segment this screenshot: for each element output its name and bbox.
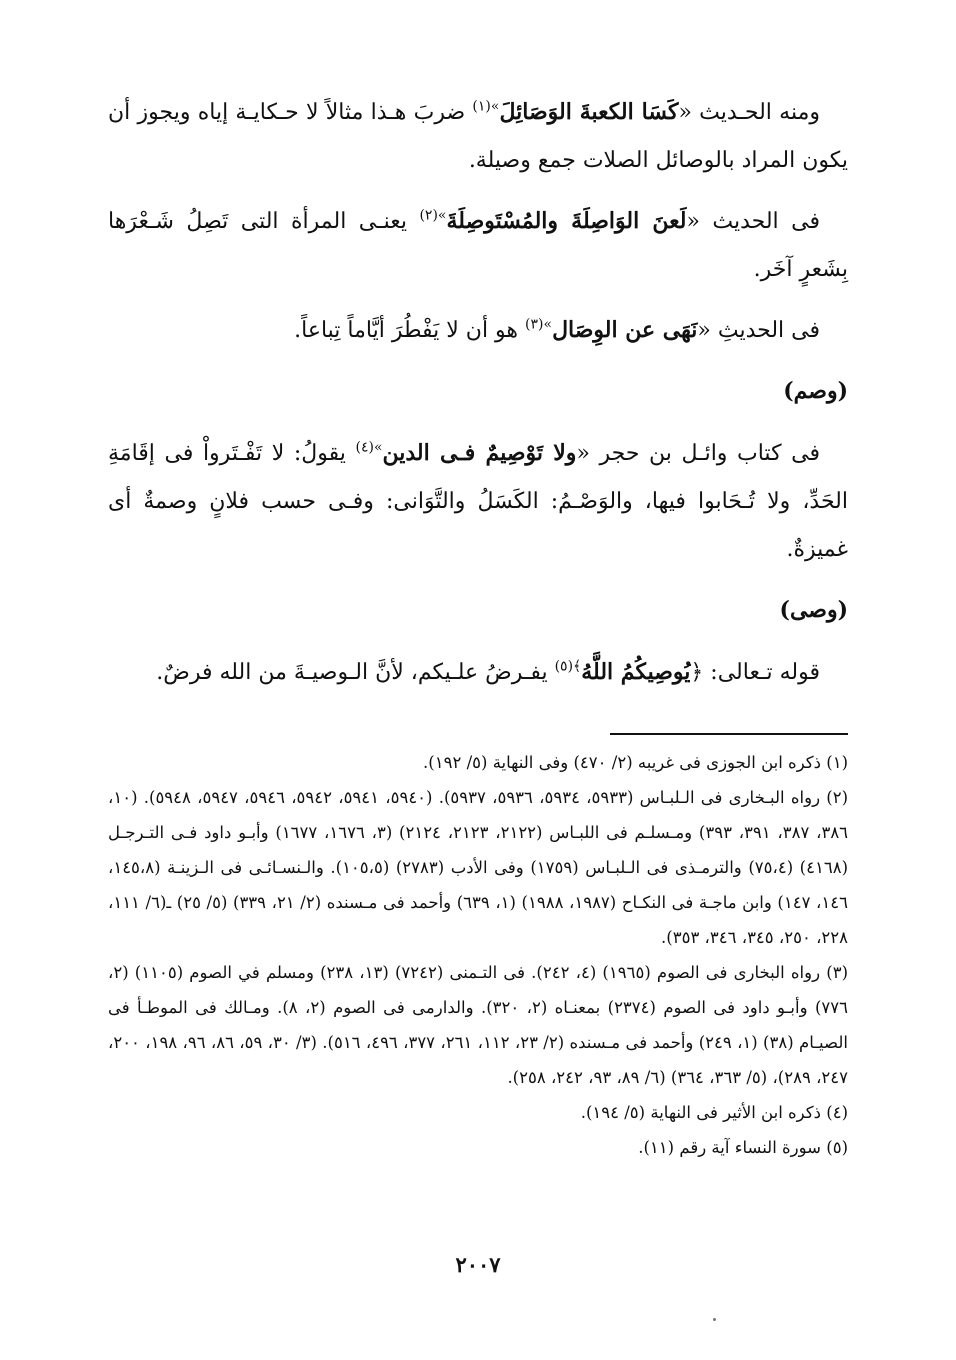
hadith-quote: ولا تَوْصِيمٌ فـى الدين (382, 440, 577, 466)
footnote-5: (٥) سورة النساء آية رقم (١١). (638, 1138, 848, 1157)
paragraph-explanation: يفـرضُ علـيكم، لأنَّ الـوصيـةَ من الله فرضٌ. (156, 660, 555, 685)
footnote-ref[interactable]: »(٤) (355, 439, 383, 456)
paragraph-explanation: ضربَ هـذا مثالاً لا حـكايـة إياه ويجوز أن يكون المراد بالوصائل الصلات جمع وصيلة. (108, 100, 848, 173)
footnote-ref[interactable]: »(٢) (419, 207, 447, 224)
hadith-quote: نَهَى عن الوِصَال (552, 317, 698, 343)
footnote-ref[interactable]: »(٣) (525, 316, 553, 333)
paragraph-intro: فى الحديث « (686, 209, 820, 234)
footnotes (108, 745, 848, 1165)
hadith-quote: كَسَا الكعبةَ الوَصَائِلَ (499, 99, 679, 125)
paragraph-explanation: يعنـى المرأة التى تَصِلُ شَـعْرَها بِشَعرٍ آخَر. (108, 209, 848, 282)
scan-speck (713, 1318, 716, 1321)
footnote-3: (٣) رواه البخارى فى الصوم (١٩٦٥) (٤، ٢٤٢). فى التـمنى (٧٢٤٢) (١٣، ٢٣٨) ومسلم في الصوم (١١٠٥) (٢، ٧٧٦) وأبـو داود فى الصوم (٢٣٧٤) بمعنـاه (٢، ٣٢٠). والدارمى فى الصوم (٢، ٨). ومـالك فى الموطـأ فى الصيـام (٣٨) (١، ٢٤٩) وأحمد فى مـسنده (٢/ ٢٣، ١١٢، ٢٦١، ٣٧٧، ٤٩٦، ٥١٦). (٣/ ٣٠، ٥٩، ٨٦، ٩٦، ١٩٨، ٢٠٠، ٢٤٧، ٢٨٩)، (٥/ ٣٦٣، ٣٦٤) (٦/ ٨٩، ٩٣، ٢٤٢، ٢٥٨). (108, 963, 848, 1087)
paragraph-wasa (108, 648, 848, 697)
entry-heading-wasa: (وصى) (779, 597, 848, 623)
footnote-ref[interactable]: »(١) (472, 98, 500, 115)
paragraph-wasail (108, 88, 848, 185)
paragraph-intro: فى الحديثِ « (697, 318, 820, 343)
footnote-1: (١) ذكره ابن الجوزى فى غريبه (٢/ ٤٧٠) وفى النهاية (٥/ ١٩٢). (423, 753, 848, 772)
paragraph-explanation: هو أن لا يَفْطُرَ أيَّاماً تِباعاً. (294, 318, 526, 343)
paragraph-explanation: يقولُ: لا تَفْـتَرواْ فى إقَامَةِ الحَدِّ، ولا تُـحَابوا فيها، والوَصْـمُ: الكَسَلُ والتَّوَانى: وفـى حسب فلانٍ وصمةٌ أى غميزةٌ. (108, 441, 848, 562)
main-text (108, 88, 848, 709)
paragraph-intro: قوله تـعالى: ﴿ (690, 660, 820, 685)
hadith-quote: لَعنَ الوَاصِلَةَ والمُسْتَوصِلَةَ (446, 208, 687, 234)
paragraph-wasm (108, 429, 848, 574)
paragraph-intro: فى كتاب وائـل بن حجر « (576, 441, 820, 466)
footnote-2: (٢) رواه البـخارى فى الـلبـاس (٥٩٣٣، ٥٩٣٤، ٥٩٣٦، ٥٩٣٧). (٥٩٤٠، ٥٩٤١، ٥٩٤٢، ٥٩٤٦، ٥٩٤٧، ٥٩٤٨). (١٠، ٣٨٦، ٣٨٧، ٣٩١، ٣٩٣) ومـسلـم فى اللبـاس (٢١٢٢، ٢١٢٣، ٢١٢٤) (٣، ١٦٧٦، ١٦٧٧) وأبـو داود فـى التـرجـل (٤١٦٨) (٧٥،٤) والترمـذى فى الـلبـاس (١٧٥٩) وفى الأدب (٢٧٨٣) (١٠٥،٥). والـنسـائـى فى الـزينـة (١٤٥،٨، ١٤٦، ١٤٧) وابن ماجـة فى النكـاح (١٩٨٧، ١٩٨٨) (١، ٦٣٩) وأحمد فى مـسنده (٢/ ٢١، ٣٣٩) (٥/ ٢٥) ـ(٦/ ١١١، ٢٢٨، ٢٥٠، ٣٤٥، ٣٤٦، ٣٥٣). (108, 788, 849, 947)
footnote-ref[interactable]: ﴾(٥) (554, 658, 582, 675)
quran-quote: يُوصِيكُمُ اللَّهُ (581, 659, 691, 685)
footnote-4: (٤) ذكره ابن الأثير فى النهاية (٥/ ١٩٤). (580, 1103, 848, 1122)
entry-heading-wasm: (وصم) (783, 378, 848, 404)
paragraph-intro: ومنه الحـديث « (678, 100, 820, 125)
paragraph-wasila (108, 197, 848, 294)
page-number: ٢٠٠٧ (455, 1252, 501, 1277)
footnote-divider (610, 733, 848, 735)
paragraph-wisal (108, 306, 848, 355)
